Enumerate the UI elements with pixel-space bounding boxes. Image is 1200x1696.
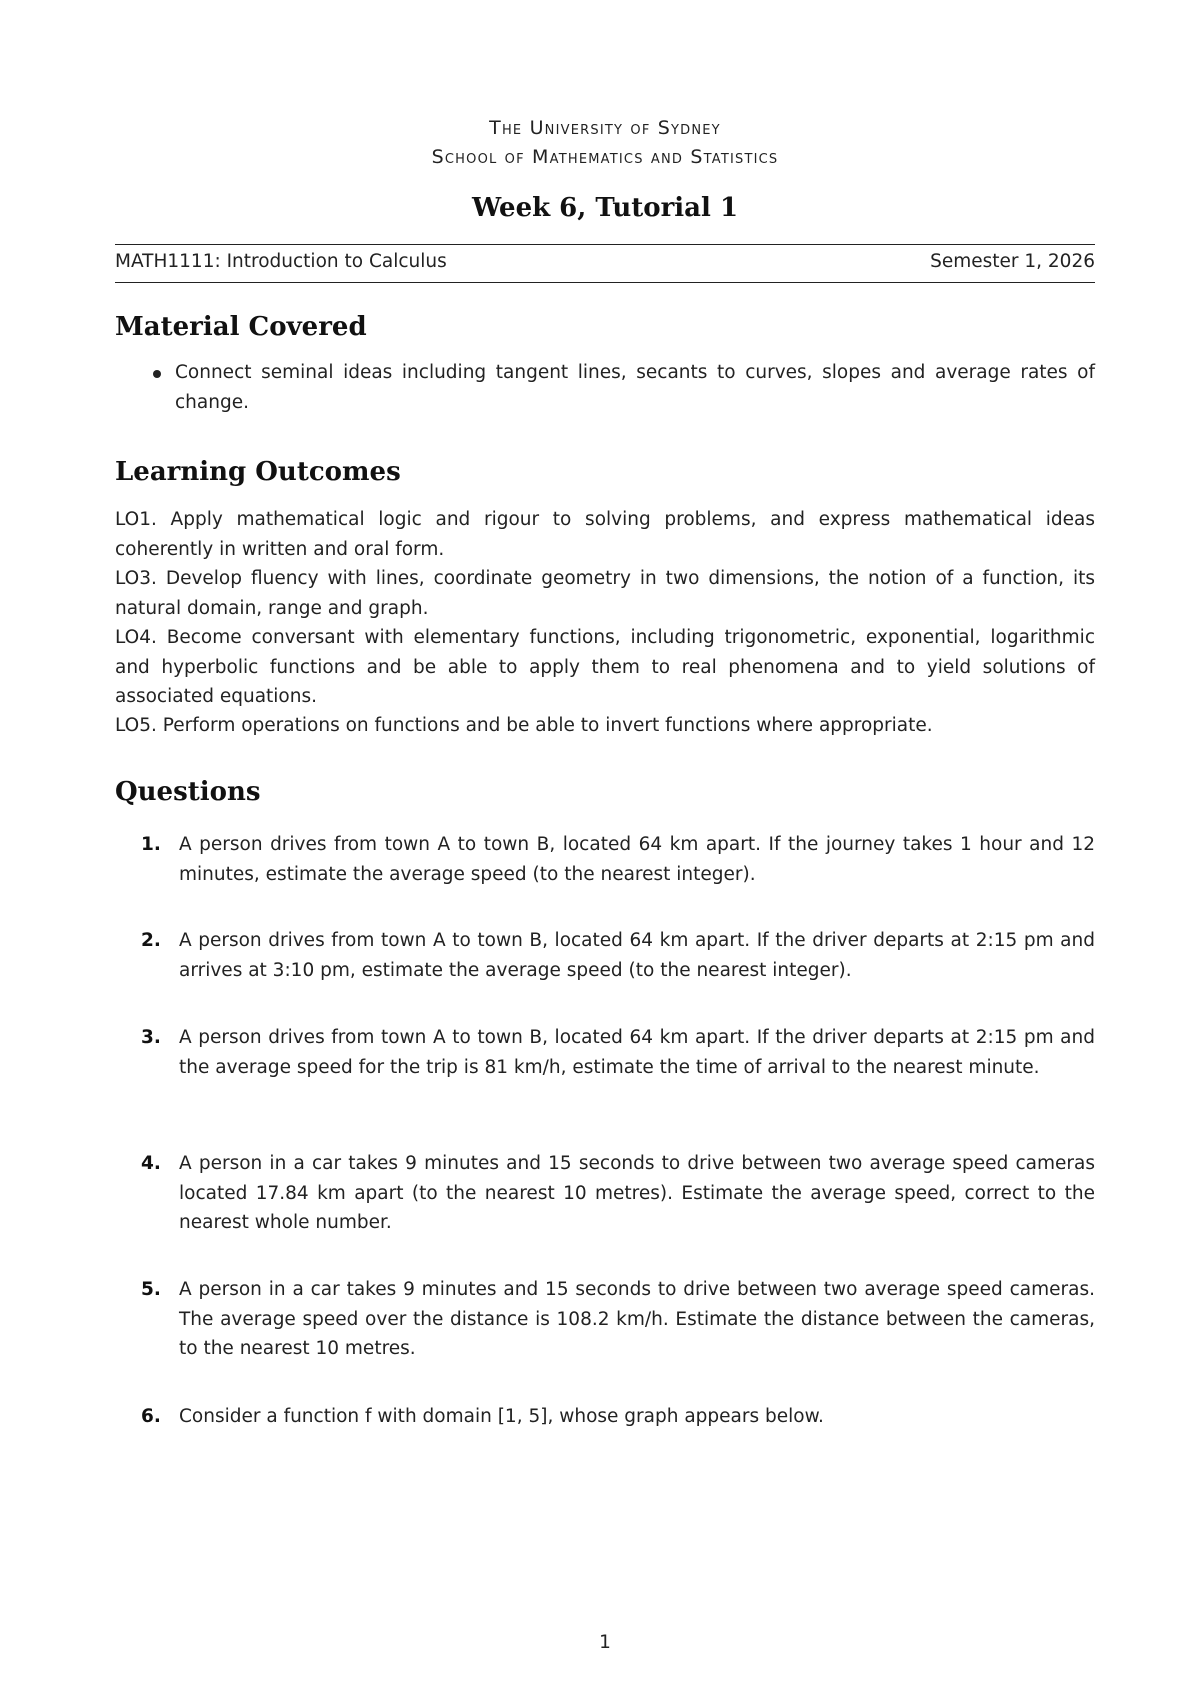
learning-outcome-lo5: LO5. Perform operations on functions and be able to invert functions where appropriate. xyxy=(115,715,933,736)
question-number: 4. xyxy=(141,1153,161,1174)
learning-outcome-lo3: LO3. Develop fluency with lines, coordinate geometry in two dimensions, the notion of a function, its natural domain, range and graph. xyxy=(115,568,1095,619)
bottom-rule xyxy=(115,282,1095,283)
material-covered-heading: Material Covered xyxy=(115,312,367,342)
question-text: A person in a car takes 9 minutes and 15 seconds to drive between two average speed cameras. The average speed over the distance is 108.2 km/h. Estimate the distance between the cameras, to the nearest 10 metres. xyxy=(179,1279,1095,1359)
question-text: A person drives from town A to town B, located 64 km apart. If the journey takes 1 hour and 12 minutes, estimate the average speed (to the nearest integer). xyxy=(179,834,1095,885)
question-number: 6. xyxy=(141,1406,161,1427)
question-number: 1. xyxy=(141,834,161,855)
question-text: A person drives from town A to town B, located 64 km apart. If the driver departs at 2:15 pm and arrives at 3:10 pm, estimate the average speed (to the nearest integer). xyxy=(179,930,1095,981)
page-number: 1 xyxy=(599,1632,611,1653)
course-name: MATH1111: Introduction to Calculus xyxy=(115,251,447,272)
document-page xyxy=(115,0,1095,1696)
top-rule xyxy=(115,244,1095,245)
page-title: Week 6, Tutorial 1 xyxy=(471,193,739,223)
questions-heading: Questions xyxy=(115,777,261,807)
school-name: School of Mathematics and Statistics xyxy=(431,146,779,168)
material-item-text: Connect seminal ideas including tangent lines, secants to curves, slopes and average rates of change. xyxy=(175,362,1095,413)
question-text: A person drives from town A to town B, located 64 km apart. If the driver departs at 2:15 pm and the average speed for the trip is 81 km/h, estimate the time of arrival to the nearest minute. xyxy=(179,1027,1095,1078)
question-number: 3. xyxy=(141,1027,161,1048)
learning-outcome-lo1: LO1. Apply mathematical logic and rigour to solving problems, and express mathematical ideas coherently in written and oral form. xyxy=(115,509,1095,560)
university-name: The University of Sydney xyxy=(489,117,721,139)
question-number: 5. xyxy=(141,1279,161,1300)
learning-outcomes-heading: Learning Outcomes xyxy=(115,457,401,487)
question-number: 2. xyxy=(141,930,161,951)
learning-outcome-lo4: LO4. Become conversant with elementary functions, including trigonometric, exponential, logarithmic and hyperbolic functions and be able to apply them to real phenomena and to yield solutions of associated equations. xyxy=(115,627,1095,707)
question-text: A person in a car takes 9 minutes and 15 seconds to drive between two average speed cameras located 17.84 km apart (to the nearest 10 metres). Estimate the average speed, correct to the nearest whole number. xyxy=(179,1153,1095,1233)
semester-label: Semester 1, 2026 xyxy=(930,251,1095,272)
question-text: Consider a function f with domain [1, 5], whose graph appears below. xyxy=(179,1406,824,1427)
bullet-icon xyxy=(153,370,161,378)
